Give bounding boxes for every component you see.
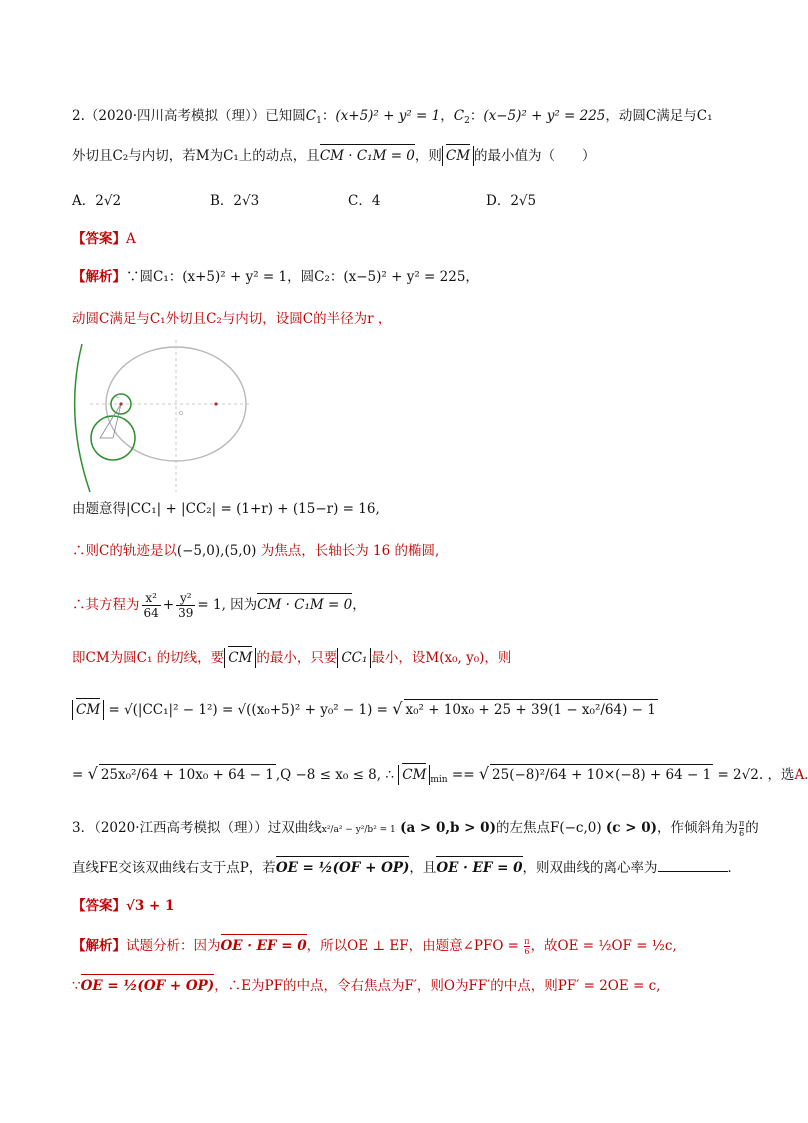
q3-stem-text-2b: ，且 (409, 860, 437, 876)
angle-num: π (739, 819, 745, 828)
c2-name: C (453, 108, 465, 124)
c2-equation: (x−5)² + y² = 225 (483, 108, 606, 124)
q3-condition-ab: (a > 0,b > 0) (400, 820, 496, 836)
q3-answer (72, 896, 174, 916)
c1-name: C (305, 108, 317, 124)
q3-analysis-text-1b: ，所以OE ⊥ EF，由题意∠PFO = (306, 938, 524, 954)
q2-stem-text-b: ，动圆C满足与C₁ (605, 108, 713, 124)
q3-stem-line-1 (72, 818, 759, 840)
q3-stem-text-1c: ，作倾斜角为 (657, 820, 739, 836)
q3-analysis-tag: 【解析】 (72, 938, 126, 954)
q2-analysis-line-7: CM = √(|CC₁|² − 1²) = √((x₀+5)² + y₀² − 1) = √ x₀² + 10x₀ + 25 + 39(1 − x₀²/64) − 1 (72, 699, 658, 720)
q3-vector-perp-2: OE · EF = 0 (220, 938, 307, 954)
option-a-label: A． (72, 193, 96, 209)
q2-stem-text-2c: 的最小值为（ ） (474, 148, 596, 164)
frac-num-y2: y² (176, 591, 195, 606)
radius-line-1 (100, 404, 121, 438)
q2-analysis-line-4 (72, 541, 439, 561)
q3-answer-value: √3 + 1 (126, 898, 175, 914)
option-c-value: 4 (371, 193, 381, 209)
q2-analysis-line-3 (72, 499, 380, 519)
q3-stem-text-1b: 的左焦点F(−c,0) (495, 820, 602, 836)
q2-analysis-line-2 (72, 309, 391, 329)
q2-result: = 2√2. (717, 767, 764, 783)
hyperbola-equation: x²/a² − y²/b² = 1 (321, 825, 396, 835)
q2-analysis-line-5: ∴其方程为 $\frac{\text{x²}}{64}$ + $\frac{\text{y²}}{39}$ = 1, 因为CM · C₁M = 0， (72, 591, 366, 620)
q3-stem-line-2 (72, 858, 741, 878)
q3-answer-tag: 【答案】 (72, 898, 126, 914)
q2-sqrt-expression-1: x₀² + 10x₀ + 25 + 39(1 − x₀²/64) − 1 (404, 699, 658, 720)
q2-stem-text-2b: ，则 (414, 148, 442, 164)
q2-source: （2020·四川高考模拟（理）） (84, 108, 266, 124)
q2-stem-text-2a: 外切且C₂与内切，若M为C₁上的动点，且 (72, 148, 320, 164)
focus-right-point (214, 402, 217, 405)
q3-stem-text-2c: ，则双曲线的离心率为 (522, 860, 658, 876)
q3-number: 3． (72, 820, 95, 836)
q2-analysis-text-6b: 的最小，只要 (256, 650, 338, 666)
option-c-label: C． (348, 193, 372, 209)
q2-analysis-text-3: 由题意得|CC₁| + |CC₂| = (1+r) + (15−r) = 16, (72, 501, 380, 517)
q2-options (72, 191, 722, 211)
q3-analysis-text-2b: ，∴E为PF的中点，令右焦点为F′，则O为FF′的中点，则PF′ = 2OE = c, (214, 978, 661, 994)
point-c-label: C (116, 394, 120, 400)
focus-left-point (119, 402, 122, 405)
option-d-label: D． (486, 193, 511, 209)
q3-source: （2020·江西高考模拟（理）） (94, 820, 268, 836)
q2-analysis-text-1: ∵圆C₁：(x+5)² + y² = 1，圆C₂：(x−5)² + y² = 225， (126, 269, 479, 285)
q2-analysis-line-6 (72, 648, 511, 668)
q2-dot-condition: CM · C₁M = 0 (319, 148, 415, 164)
q3-stem-text-1d: 的 (745, 820, 759, 836)
angle-num-2: π (524, 937, 530, 946)
c1-sub: 1 (316, 116, 322, 126)
option-b-value: 2√3 (233, 193, 260, 209)
q2-analysis-text-7a: = √(|CC₁|² − 1²) = √((x₀+5)² + y₀² − 1) = (108, 702, 388, 718)
option-c[interactable] (348, 191, 380, 211)
q2-answer-value: A (126, 231, 136, 247)
frac-den-39: 39 (178, 606, 194, 620)
q2-answer (72, 229, 136, 249)
q2-foci-points: (−5,0),(5,0) (176, 543, 257, 559)
angle-den: 6 (739, 829, 745, 838)
q3-analysis-text-2a: ∵ (72, 978, 81, 994)
q3-stem-text-1a: 过双曲线 (267, 820, 322, 836)
option-b[interactable] (210, 191, 259, 211)
circle-c2-arc (75, 344, 90, 492)
q3-stem-text-2d: ． (727, 860, 742, 876)
q3-stem-text-2a: 直线FE交该双曲线右支于点P，若 (72, 860, 276, 876)
q2-stem-text: 已知圆 (265, 108, 306, 124)
q2-pick-letter: A. (794, 767, 808, 783)
q2-analysis-text-5a: ∴其方程为 (72, 597, 140, 613)
q2-analysis-text-2: 动圆C满足与C₁外切且C₂与内切，设圆C的半径为r ， (72, 311, 392, 327)
c1-equation: (x+5)² + y² = 1 (335, 108, 441, 124)
ellipse-circles-figure (68, 336, 253, 496)
c2-sub: 2 (464, 116, 470, 126)
q2-pick-text: ，选 (767, 767, 795, 783)
q2-abs-cm: CM (445, 148, 471, 164)
option-d-value: 2√5 (510, 193, 537, 209)
q2-analysis-text-4a: ∴则C的轨迹是以 (72, 543, 177, 559)
q2-stem-line-2 (72, 146, 596, 166)
q3-analysis-line-1 (72, 936, 677, 956)
option-b-label: B． (210, 193, 234, 209)
q2-analysis-text-8a: ,Q −8 ≤ x₀ ≤ 8, ∴ (275, 767, 394, 783)
q2-abs-cm-2: CM (228, 650, 253, 666)
q2-sqrt-expression-3: 25(−8)²/64 + 10×(−8) + 64 − 1 (490, 764, 713, 785)
q2-number: 2. (72, 108, 85, 124)
q3-vector-equation-2: OE = ½(OF + OP) (80, 978, 215, 994)
option-d[interactable] (486, 191, 536, 211)
radius-line-2 (113, 404, 121, 438)
q2-analysis-text-6a: 即CM为圆C₁ 的切线，要 (72, 650, 225, 666)
q2-stem-line-1: 2.（2020·四川高考模拟（理））已知圆$C_1$：(x+5)² + y² = 1，$C_2$：(x−5)² + y² = 225，动圆C满足与C₁ (72, 108, 713, 126)
q2-dot-condition-2: CM · C₁M = 0 (257, 597, 353, 613)
min-subscript: min (430, 775, 448, 785)
option-a[interactable] (72, 191, 121, 211)
q2-analysis-text-4b: 为焦点，长轴长为 16 的椭圆, (260, 543, 440, 559)
origin-label: O (179, 411, 183, 417)
q3-vector-equation: OE = ½(OF + OP) (275, 860, 410, 876)
q2-answer-tag: 【答案】 (72, 231, 126, 247)
q2-abs-cm-3: CM (76, 702, 101, 718)
option-a-value: 2√2 (95, 193, 122, 209)
frac-den-64: 64 (143, 606, 159, 620)
q3-vector-perp: OE · EF = 0 (436, 860, 523, 876)
answer-blank[interactable] (658, 859, 728, 872)
angle-den-2: 6 (524, 947, 530, 956)
q3-analysis-text-1a: 试题分析：因为 (126, 938, 221, 954)
q3-condition-c: (c > 0) (605, 820, 658, 836)
q2-analysis-tag: 【解析】 (72, 269, 126, 285)
q3-analysis-line-2 (72, 976, 660, 996)
q2-sqrt-expression-2: 25x₀²/64 + 10x₀ + 64 − 1 (99, 764, 276, 785)
q2-abs-cc1: CC₁ (341, 650, 368, 666)
q3-analysis-text-1c: ，故OE = ½OF = ½c, (530, 938, 677, 954)
frac-num-x2: x² (142, 591, 161, 606)
q2-analysis-text-6c: 最小，设M(x₀, y₀)，则 (371, 650, 512, 666)
q2-analysis-text-5b: = 1, 因为 (197, 597, 258, 613)
q2-analysis-line-1 (72, 267, 479, 287)
q2-analysis-line-8: = √ 25x₀²/64 + 10x₀ + 64 − 1 ,Q −8 ≤ x₀ ≤ 8, ∴ CM $_{min}$ == √ 25(−8)²/64 + 10×(−8) + 64 − 1 = 2√2. ，选A. (72, 764, 808, 785)
